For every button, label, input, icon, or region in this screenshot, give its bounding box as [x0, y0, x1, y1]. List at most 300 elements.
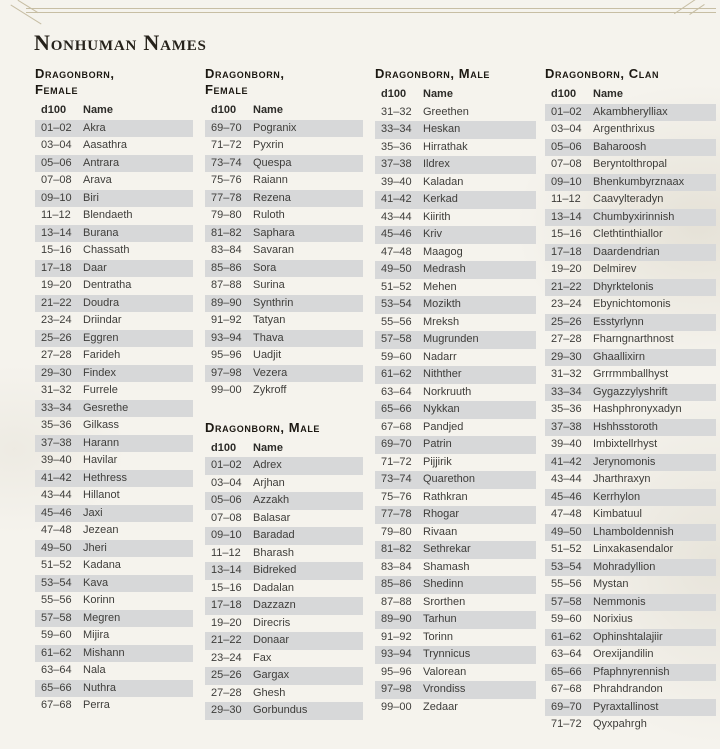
name-cell: Ghesh	[253, 686, 286, 699]
dice-range-cell: 21–22	[551, 280, 582, 293]
table-row	[35, 365, 193, 383]
name-cell: Shamash	[423, 560, 470, 573]
table-row	[35, 487, 193, 505]
table-row	[205, 492, 363, 510]
dice-range-cell: 73–74	[211, 156, 242, 169]
table-row	[375, 471, 536, 489]
name-cell: Baharoosh	[593, 140, 647, 153]
table-row	[545, 454, 716, 472]
table-row	[205, 615, 363, 633]
name-cell: Gilkass	[83, 419, 120, 431]
table-row	[545, 471, 716, 489]
name-cell: Mishann	[83, 646, 125, 659]
names-table-dragonborn-clan	[545, 66, 716, 734]
d100-column-header: d100	[41, 104, 67, 116]
table-row	[205, 312, 363, 330]
name-cell: Kadana	[83, 559, 121, 571]
name-cell: Ophinshtalajiir	[593, 630, 663, 643]
dice-range-cell: 83–84	[211, 244, 242, 256]
table-row	[35, 662, 193, 680]
dice-range-cell: 53–54	[41, 576, 72, 589]
table-row	[375, 139, 536, 157]
dice-range-cell: 05–06	[551, 140, 582, 153]
name-cell: Ghaallixirn	[593, 350, 645, 363]
dice-range-cell: 69–70	[551, 700, 582, 713]
table-row	[35, 172, 193, 190]
name-cell: Kerrhylon	[593, 490, 641, 503]
name-cell: Norixius	[593, 613, 633, 625]
dice-range-cell: 99–00	[211, 384, 242, 396]
name-cell: Kava	[83, 576, 109, 589]
dice-range-cell: 03–04	[41, 139, 72, 151]
name-cell: Arava	[83, 174, 112, 186]
names-table-dragonborn-male-part2	[375, 66, 536, 716]
dice-range-cell: 03–04	[551, 123, 582, 135]
dice-range-cell: 23–24	[41, 314, 72, 326]
name-cell: Srorthen	[423, 595, 466, 608]
table-row	[35, 417, 193, 435]
table-row	[545, 279, 716, 297]
table-title-line: Female	[205, 82, 249, 97]
table-row	[375, 349, 536, 367]
name-cell: Kimbatuul	[593, 508, 642, 520]
name-cell: Quespa	[253, 156, 292, 169]
name-cell: Nykkan	[423, 403, 460, 415]
name-cell: Pyxrin	[253, 139, 284, 151]
dice-range-cell: 09–10	[211, 529, 242, 541]
name-cell: Trynnicus	[423, 648, 471, 660]
dice-range-cell: 51–52	[551, 543, 582, 555]
table-title-line: Dragonborn,	[205, 66, 285, 81]
dice-range-cell: 61–62	[41, 646, 72, 659]
name-cell: Pijjirik	[423, 455, 452, 468]
dice-range-cell: 93–94	[381, 648, 412, 660]
table-row	[205, 277, 363, 295]
table-row	[545, 436, 716, 454]
name-cell: Bhenkumbyrznaax	[593, 175, 685, 188]
table-row	[375, 226, 536, 244]
table-row	[375, 296, 536, 314]
name-cell: Quarethon	[423, 473, 475, 485]
dice-range-cell: 67–68	[551, 683, 582, 695]
name-cell: Norkruuth	[423, 385, 472, 398]
dice-range-cell: 11–12	[41, 209, 71, 221]
dice-range-cell: 61–62	[551, 630, 582, 643]
dice-range-cell: 51–52	[381, 280, 412, 293]
name-cell: Dazzazn	[253, 599, 296, 611]
dice-range-cell: 57–58	[551, 595, 582, 608]
name-cell: Sethrekar	[423, 543, 471, 555]
name-cell: Surina	[253, 279, 285, 291]
name-cell: Azzakh	[253, 494, 290, 506]
table-row	[545, 366, 716, 384]
dice-range-cell: 49–50	[551, 525, 582, 538]
table-title-dragonborn-male-part2	[375, 66, 536, 82]
table-row	[375, 279, 536, 297]
names-column-4	[545, 66, 716, 734]
name-column-header: Name	[253, 441, 283, 454]
dice-range-cell: 13–14	[551, 210, 582, 223]
table-row	[35, 330, 193, 348]
table-row	[375, 489, 536, 507]
dice-range-cell: 45–46	[41, 506, 72, 519]
table-row	[375, 384, 536, 402]
dice-range-cell: 27–28	[551, 333, 582, 345]
names-column-2	[205, 66, 363, 720]
table-row	[35, 312, 193, 330]
table-row	[205, 632, 363, 650]
table-header-row	[545, 86, 716, 104]
name-cell: Maagog	[423, 245, 463, 258]
dice-range-cell: 87–88	[211, 279, 242, 291]
name-cell: Esstyrlynn	[593, 315, 644, 328]
table-row	[375, 121, 536, 139]
dice-range-cell: 33–34	[41, 401, 72, 414]
dice-range-cell: 59–60	[551, 613, 582, 625]
table-row	[205, 382, 363, 400]
dice-range-cell: 19–20	[41, 279, 72, 291]
d100-column-header: d100	[381, 88, 407, 100]
table-row	[545, 699, 716, 717]
table-row	[545, 156, 716, 174]
dice-range-cell: 17–18	[41, 261, 72, 274]
dice-range-cell: 91–92	[211, 314, 242, 326]
dice-range-cell: 07–08	[41, 174, 72, 186]
table-row	[545, 261, 716, 279]
table-row	[35, 680, 193, 698]
dice-range-cell: 75–76	[381, 490, 412, 503]
name-cell: Saphara	[253, 226, 295, 239]
name-cell: Dentratha	[83, 279, 132, 291]
table-row	[375, 559, 536, 577]
dice-range-cell: 69–70	[211, 121, 242, 134]
name-cell: Chumbyxirinnish	[593, 210, 675, 223]
name-column-header: Name	[253, 104, 283, 116]
table-title-line: Dragonborn, Clan	[545, 66, 660, 81]
dice-range-cell: 39–40	[381, 175, 412, 188]
dice-range-cell: 01–02	[211, 459, 242, 471]
table-row	[545, 331, 716, 349]
name-cell: Clethtinthiallor	[593, 228, 663, 240]
table-row	[375, 191, 536, 209]
dice-range-cell: 49–50	[381, 263, 412, 275]
table-row	[35, 260, 193, 278]
table-row	[35, 557, 193, 575]
dice-range-cell: 55–56	[551, 578, 582, 590]
name-cell: Valorean	[423, 665, 467, 678]
dice-range-cell: 07–08	[551, 158, 582, 170]
table-row	[545, 174, 716, 192]
table-row	[205, 475, 363, 493]
name-cell: Grrrmmballhyst	[593, 368, 669, 380]
dice-range-cell: 65–66	[41, 681, 72, 694]
table-row	[35, 575, 193, 593]
table-title-line: Dragonborn, Male	[205, 419, 321, 435]
table-row	[545, 524, 716, 542]
name-cell: Hirrathak	[423, 140, 468, 153]
dice-range-cell: 87–88	[381, 595, 412, 608]
name-cell: Nuthra	[83, 681, 117, 694]
name-cell: Pandjed	[423, 420, 464, 433]
dice-range-cell: 27–28	[41, 349, 72, 361]
name-cell: Driindar	[83, 314, 122, 326]
name-cell: Direcris	[253, 616, 291, 629]
dice-range-cell: 89–90	[211, 296, 242, 309]
table-row	[205, 510, 363, 528]
dice-range-cell: 25–26	[41, 331, 72, 344]
table-row	[375, 629, 536, 647]
name-cell: Hethress	[83, 471, 128, 484]
dice-range-cell: 37–38	[551, 420, 582, 433]
name-cell: Medrash	[423, 263, 466, 275]
table-header-row	[375, 86, 536, 104]
table-row	[205, 365, 363, 383]
dice-range-cell: 71–72	[381, 455, 412, 468]
name-cell: Ebynichtomonis	[593, 298, 671, 310]
table-row	[205, 190, 363, 208]
d100-column-header: d100	[551, 88, 577, 100]
name-cell: Linxakasendalor	[593, 543, 674, 555]
name-cell: Tarhun	[423, 613, 457, 625]
dice-range-cell: 11–12	[551, 193, 581, 205]
name-cell: Burana	[83, 226, 119, 239]
dice-range-cell: 57–58	[41, 611, 72, 624]
table-row	[205, 667, 363, 685]
table-row	[205, 580, 363, 598]
dice-range-cell: 79–80	[211, 209, 242, 221]
name-cell: Pyraxtallinost	[593, 700, 659, 713]
name-cell: Ildrex	[423, 158, 450, 170]
dice-range-cell: 63–64	[381, 385, 412, 398]
dice-range-cell: 05–06	[41, 156, 72, 169]
dice-range-cell: 43–44	[41, 489, 72, 501]
table-row	[375, 104, 536, 122]
table-row	[35, 295, 193, 313]
dice-range-cell: 93–94	[211, 331, 242, 344]
table-row	[35, 277, 193, 295]
name-cell: Bharash	[253, 546, 294, 559]
name-cell: Jheri	[83, 541, 107, 554]
dice-range-cell: 23–24	[211, 651, 242, 664]
dice-range-cell: 73–74	[381, 473, 412, 485]
dice-range-cell: 05–06	[211, 494, 242, 506]
name-cell: Korinn	[83, 594, 115, 606]
name-cell: Fharngnarthnost	[593, 333, 674, 345]
name-cell: Argenthrixus	[593, 123, 655, 135]
dice-range-cell: 45–46	[381, 228, 412, 240]
table-row	[375, 261, 536, 279]
dice-range-cell: 29–30	[211, 704, 242, 716]
table-row	[375, 699, 536, 717]
name-cell: Patrin	[423, 438, 452, 450]
table-row	[545, 209, 716, 227]
dice-range-cell: 43–44	[551, 473, 582, 485]
table-row	[375, 244, 536, 262]
table-row	[205, 527, 363, 545]
dice-range-cell: 71–72	[551, 718, 582, 730]
table-row	[205, 172, 363, 190]
table-row	[545, 506, 716, 524]
name-cell: Jerynomonis	[593, 455, 656, 468]
dice-range-cell: 29–30	[551, 350, 582, 363]
names-table-dragonborn-female-part2	[205, 66, 363, 400]
dice-range-cell: 25–26	[551, 315, 582, 328]
name-cell: Zykroff	[253, 384, 287, 396]
name-cell: Delmirev	[593, 263, 637, 275]
table-row	[545, 664, 716, 682]
name-cell: Heskan	[423, 123, 461, 135]
table-row	[375, 611, 536, 629]
table-row	[545, 139, 716, 157]
name-cell: Thava	[253, 331, 284, 344]
dice-range-cell: 37–38	[381, 158, 412, 170]
name-cell: Gesrethe	[83, 401, 129, 414]
dice-range-cell: 11–12	[211, 546, 241, 559]
dice-range-cell: 97–98	[211, 366, 242, 379]
table-title-dragonborn-clan	[545, 66, 716, 82]
table-row	[205, 562, 363, 580]
dice-range-cell: 09–10	[551, 175, 582, 188]
table-row	[375, 314, 536, 332]
table-row	[545, 314, 716, 332]
table-row	[545, 104, 716, 122]
name-cell: Savaran	[253, 244, 294, 256]
name-cell: Rivaan	[423, 525, 458, 538]
dice-range-cell: 31–32	[41, 384, 72, 396]
table-title-dragonborn-female-part1	[35, 66, 193, 98]
dice-range-cell: 47–48	[551, 508, 582, 520]
table-row	[205, 457, 363, 475]
table-title-line: Female	[35, 82, 79, 97]
dice-range-cell: 67–68	[41, 699, 72, 711]
dice-range-cell: 29–30	[41, 366, 72, 379]
dice-range-cell: 77–78	[381, 508, 412, 520]
name-column-header: Name	[593, 88, 623, 100]
table-row	[375, 331, 536, 349]
table-row	[35, 540, 193, 558]
dice-range-cell: 59–60	[41, 629, 72, 641]
name-cell: Furrele	[83, 384, 118, 396]
table-row	[375, 419, 536, 437]
table-header-row	[205, 102, 363, 120]
table-row	[35, 155, 193, 173]
name-cell: Gargax	[253, 669, 290, 681]
name-cell: Kriv	[423, 228, 442, 240]
dice-range-cell: 53–54	[381, 298, 412, 310]
name-cell: Balasar	[253, 511, 291, 524]
name-cell: Perra	[83, 699, 110, 711]
table-row	[375, 594, 536, 612]
table-row	[375, 524, 536, 542]
name-cell: Qyxpahrgh	[593, 718, 647, 730]
table-row	[35, 627, 193, 645]
name-column-header: Name	[423, 88, 453, 100]
table-header-row	[205, 440, 363, 458]
dice-range-cell: 45–46	[551, 490, 582, 503]
dice-range-cell: 59–60	[381, 350, 412, 363]
name-cell: Fax	[253, 651, 272, 664]
dice-range-cell: 41–42	[381, 193, 412, 205]
dice-range-cell: 75–76	[211, 174, 242, 186]
page-title: Nonhuman Names	[34, 30, 207, 55]
name-cell: Greethen	[423, 105, 469, 118]
table-row	[545, 629, 716, 647]
table-row	[545, 611, 716, 629]
dice-range-cell: 57–58	[381, 333, 412, 345]
name-cell: Megren	[83, 611, 121, 624]
table-row	[545, 419, 716, 437]
name-cell: Hillanot	[83, 489, 120, 501]
table-row	[545, 191, 716, 209]
table-row	[205, 295, 363, 313]
table-row	[375, 209, 536, 227]
table-row	[545, 716, 716, 734]
dice-range-cell: 39–40	[41, 454, 72, 466]
table-row	[205, 330, 363, 348]
table-row	[35, 470, 193, 488]
dice-range-cell: 91–92	[381, 630, 412, 643]
table-row	[35, 697, 193, 715]
name-cell: Kerkad	[423, 193, 458, 205]
name-cell: Havilar	[83, 454, 118, 466]
d100-column-header: d100	[211, 104, 237, 116]
dice-range-cell: 77–78	[211, 191, 242, 204]
table-row	[375, 436, 536, 454]
name-cell: Shedinn	[423, 578, 464, 590]
table-row	[375, 664, 536, 682]
dice-range-cell: 33–34	[551, 385, 582, 398]
name-cell: Aasathra	[83, 139, 128, 151]
name-cell: Harann	[83, 436, 120, 449]
table-row	[35, 190, 193, 208]
table-row	[35, 242, 193, 260]
table-row	[205, 702, 363, 720]
dice-range-cell: 13–14	[211, 564, 242, 576]
dice-range-cell: 15–16	[211, 581, 242, 594]
table-row	[545, 226, 716, 244]
dice-range-cell: 81–82	[211, 226, 242, 239]
dice-range-cell: 65–66	[551, 665, 582, 678]
name-cell: Daardendrian	[593, 245, 660, 258]
table-row	[205, 225, 363, 243]
dice-range-cell: 25–26	[211, 669, 242, 681]
name-cell: Eggren	[83, 331, 119, 344]
table-row	[375, 156, 536, 174]
table-title-line: Dragonborn,	[35, 66, 115, 81]
dice-range-cell: 63–64	[41, 664, 72, 676]
name-cell: Chassath	[83, 244, 130, 256]
name-cell: Tatyan	[253, 314, 286, 326]
name-cell: Ruloth	[253, 209, 285, 221]
dice-range-cell: 47–48	[381, 245, 412, 258]
name-cell: Arjhan	[253, 476, 285, 489]
name-cell: Mijira	[83, 629, 110, 641]
table-row	[545, 349, 716, 367]
dice-range-cell: 49–50	[41, 541, 72, 554]
table-row	[35, 120, 193, 138]
dice-range-cell: 55–56	[381, 315, 412, 328]
dice-range-cell: 17–18	[211, 599, 242, 611]
dice-range-cell: 85–86	[381, 578, 412, 590]
name-cell: Nemmonis	[593, 595, 646, 608]
table-row	[375, 506, 536, 524]
name-cell: Rathkran	[423, 490, 468, 503]
name-cell: Findex	[83, 366, 117, 379]
name-cell: Sora	[253, 261, 277, 274]
name-cell: Akra	[83, 121, 106, 134]
name-cell: Jharthraxyn	[593, 473, 651, 485]
dice-range-cell: 15–16	[41, 244, 72, 256]
